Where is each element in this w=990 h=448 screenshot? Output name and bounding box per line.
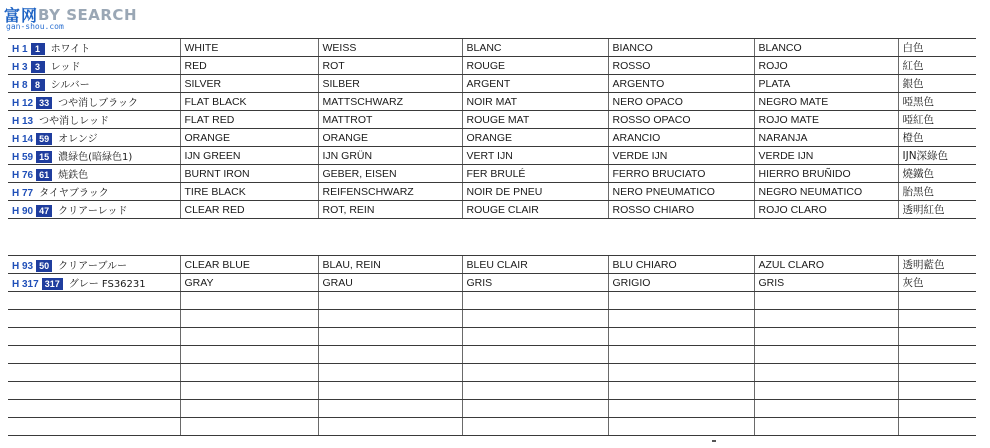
table-gap [8, 219, 976, 255]
japanese-name: レッド [50, 61, 81, 73]
name-cn: 橙色 [898, 129, 976, 147]
name-cn: 灰色 [898, 274, 976, 292]
empty-cell [8, 400, 180, 418]
name-fr: ROUGE MAT [462, 111, 608, 129]
name-fr: ORANGE [462, 129, 608, 147]
empty-cell [754, 382, 898, 400]
paint-chart-sheet [8, 38, 976, 436]
empty-cell [318, 418, 462, 436]
empty-cell [898, 418, 976, 436]
name-it: GRIGIO [608, 274, 754, 292]
empty-cell [180, 364, 318, 382]
name-es: HIERRO BRUÑIDO [754, 165, 898, 183]
empty-cell [318, 364, 462, 382]
paint-code-cell [8, 93, 180, 111]
empty-cell [180, 292, 318, 310]
empty-cell [898, 292, 976, 310]
japanese-name: グレー FS36231 [68, 278, 146, 290]
empty-cell [8, 328, 180, 346]
name-en: CLEAR BLUE [180, 256, 318, 274]
page-mark [712, 440, 716, 442]
name-es: GRIS [754, 274, 898, 292]
japanese-name: ホワイト [50, 43, 91, 55]
empty-cell [754, 364, 898, 382]
name-fr: VERT IJN [462, 147, 608, 165]
name-it: VERDE IJN [608, 147, 754, 165]
paint-code-cell [8, 57, 180, 75]
h-code: H 12 [12, 97, 34, 109]
empty-cell [8, 310, 180, 328]
empty-cell [898, 310, 976, 328]
name-cn: 白色 [898, 39, 976, 57]
name-de: IJN GRÜN [318, 147, 462, 165]
empty-cell [898, 400, 976, 418]
h-code: H 8 [12, 79, 28, 91]
name-cn: 紅色 [898, 57, 976, 75]
watermark-url: gan-shou.com [6, 22, 64, 31]
empty-cell [180, 382, 318, 400]
japanese-name: オレンジ [58, 133, 98, 145]
empty-cell [8, 382, 180, 400]
name-fr: NOIR DE PNEU [462, 183, 608, 201]
empty-cell [608, 310, 754, 328]
empty-cell [318, 328, 462, 346]
japanese-name: クリアーレッド [58, 205, 128, 217]
empty-cell [318, 310, 462, 328]
empty-row [8, 364, 976, 382]
name-cn: 透明紅色 [898, 201, 976, 219]
empty-cell [754, 400, 898, 418]
name-fr: ARGENT [462, 75, 608, 93]
h-code: H 77 [12, 188, 34, 199]
name-es: BLANCO [754, 39, 898, 57]
name-en: SILVER [180, 75, 318, 93]
name-de: SILBER [318, 75, 462, 93]
table-row [8, 147, 976, 165]
japanese-name: シルバー [50, 79, 90, 91]
name-es: PLATA [754, 75, 898, 93]
name-de: WEISS [318, 39, 462, 57]
name-en: BURNT IRON [180, 165, 318, 183]
empty-cell [608, 292, 754, 310]
empty-cell [180, 346, 318, 364]
empty-cell [754, 328, 898, 346]
name-it: FERRO BRUCIATO [608, 165, 754, 183]
name-fr: ROUGE CLAIR [462, 201, 608, 219]
empty-cell [8, 364, 180, 382]
badge-code: 33 [36, 97, 52, 109]
empty-row [8, 382, 976, 400]
paint-code-cell [8, 201, 180, 219]
empty-cell [754, 310, 898, 328]
table-row [8, 93, 976, 111]
paint-code-cell [8, 75, 180, 93]
empty-cell [8, 418, 180, 436]
name-en: TIRE BLACK [180, 183, 318, 201]
name-de: ROT [318, 57, 462, 75]
empty-cell [462, 382, 608, 400]
empty-cell [608, 328, 754, 346]
name-de: MATTROT [318, 111, 462, 129]
h-code: H 93 [12, 260, 34, 272]
name-it: ROSSO OPACO [608, 111, 754, 129]
name-de: ROT, REIN [318, 201, 462, 219]
name-cn: 銀色 [898, 75, 976, 93]
empty-cell [898, 364, 976, 382]
empty-cell [754, 418, 898, 436]
japanese-name: タイヤブラック [39, 188, 109, 199]
paint-code-cell [8, 274, 180, 292]
table-row [8, 75, 976, 93]
empty-cell [754, 346, 898, 364]
h-code: H 317 [12, 278, 39, 290]
name-it: ROSSO [608, 57, 754, 75]
name-fr: NOIR MAT [462, 93, 608, 111]
badge-code: 47 [36, 205, 52, 217]
badge-code: 1 [31, 43, 45, 55]
name-es: ROJO CLARO [754, 201, 898, 219]
japanese-name: 濃緑色(暗緑色1) [58, 151, 133, 163]
paint-code-cell [8, 165, 180, 183]
empty-cell [180, 400, 318, 418]
name-fr: GRIS [462, 274, 608, 292]
name-it: NERO OPACO [608, 93, 754, 111]
name-cn: 透明藍色 [898, 256, 976, 274]
empty-cell [608, 382, 754, 400]
badge-code: 8 [31, 79, 45, 91]
name-cn: 啞黑色 [898, 93, 976, 111]
name-fr: ROUGE [462, 57, 608, 75]
badge-code: 61 [36, 169, 52, 181]
empty-cell [462, 364, 608, 382]
name-en: RED [180, 57, 318, 75]
empty-cell [180, 328, 318, 346]
empty-cell [180, 418, 318, 436]
name-it: ROSSO CHIARO [608, 201, 754, 219]
name-en: CLEAR RED [180, 201, 318, 219]
paint-code-cell [8, 39, 180, 57]
name-es: NARANJA [754, 129, 898, 147]
empty-cell [462, 418, 608, 436]
name-cn: 啞紅色 [898, 111, 976, 129]
badge-code: 317 [42, 278, 63, 290]
badge-code: 59 [36, 133, 52, 145]
name-en: WHITE [180, 39, 318, 57]
empty-cell [318, 382, 462, 400]
empty-cell [608, 346, 754, 364]
empty-cell [898, 382, 976, 400]
name-es: VERDE IJN [754, 147, 898, 165]
name-fr: FER BRULÉ [462, 165, 608, 183]
empty-cell [462, 346, 608, 364]
empty-row [8, 292, 976, 310]
empty-row [8, 400, 976, 418]
name-de: BLAU, REIN [318, 256, 462, 274]
badge-code: 50 [36, 260, 52, 272]
empty-cell [462, 328, 608, 346]
empty-cell [318, 346, 462, 364]
name-es: NEGRO MATE [754, 93, 898, 111]
table-row [8, 183, 976, 201]
name-en: ORANGE [180, 129, 318, 147]
h-code: H 90 [12, 205, 34, 217]
paint-table-2 [8, 255, 976, 436]
empty-cell [180, 310, 318, 328]
watermark-logo-1: 富 [4, 6, 20, 25]
table-row [8, 111, 976, 129]
empty-cell [754, 292, 898, 310]
name-it: BIANCO [608, 39, 754, 57]
name-en: FLAT BLACK [180, 93, 318, 111]
empty-cell [8, 346, 180, 364]
name-fr: BLANC [462, 39, 608, 57]
name-en: FLAT RED [180, 111, 318, 129]
h-code: H 59 [12, 151, 34, 163]
watermark-logo-2: 网 [21, 6, 37, 25]
h-code: H 13 [12, 116, 34, 127]
empty-cell [318, 400, 462, 418]
name-es: ROJO [754, 57, 898, 75]
empty-cell [462, 400, 608, 418]
name-it: ARGENTO [608, 75, 754, 93]
name-fr: BLEU CLAIR [462, 256, 608, 274]
empty-row [8, 328, 976, 346]
paint-code-cell [8, 183, 180, 201]
table-row [8, 256, 976, 274]
table-row [8, 201, 976, 219]
empty-cell [608, 418, 754, 436]
japanese-name: つや消しブラック [58, 97, 138, 109]
empty-cell [462, 310, 608, 328]
japanese-name: クリアーブルー [58, 260, 127, 272]
badge-code: 15 [36, 151, 52, 163]
name-cn: 燒鐵色 [898, 165, 976, 183]
empty-cell [462, 292, 608, 310]
japanese-name: 焼鉄色 [58, 169, 89, 181]
name-de: REIFENSCHWARZ [318, 183, 462, 201]
name-en: GRAY [180, 274, 318, 292]
empty-cell [8, 292, 180, 310]
table-row [8, 39, 976, 57]
japanese-name: つや消しレッド [39, 116, 110, 127]
empty-cell [898, 346, 976, 364]
empty-cell [318, 292, 462, 310]
name-de: ORANGE [318, 129, 462, 147]
name-de: MATTSCHWARZ [318, 93, 462, 111]
name-en: IJN GREEN [180, 147, 318, 165]
name-es: ROJO MATE [754, 111, 898, 129]
name-es: NEGRO NEUMATICO [754, 183, 898, 201]
empty-row [8, 418, 976, 436]
empty-cell [608, 400, 754, 418]
empty-row [8, 310, 976, 328]
h-code: H 3 [12, 61, 28, 73]
badge-code: 3 [31, 61, 45, 73]
table-row [8, 274, 976, 292]
name-es: AZUL CLARO [754, 256, 898, 274]
name-cn: 胎黑色 [898, 183, 976, 201]
h-code: H 1 [12, 43, 28, 55]
name-de: GRAU [318, 274, 462, 292]
h-code: H 14 [12, 133, 34, 145]
table-row [8, 129, 976, 147]
watermark-text: BY SEARCH [38, 5, 137, 24]
empty-cell [898, 328, 976, 346]
paint-code-cell [8, 256, 180, 274]
paint-code-cell [8, 129, 180, 147]
name-cn: IJN深綠色 [898, 147, 976, 165]
empty-row [8, 346, 976, 364]
table-row [8, 165, 976, 183]
h-code: H 76 [12, 169, 34, 181]
name-it: NERO PNEUMATICO [608, 183, 754, 201]
paint-table-1 [8, 38, 976, 219]
empty-cell [608, 364, 754, 382]
paint-code-cell [8, 111, 180, 129]
paint-code-cell [8, 147, 180, 165]
table-row [8, 57, 976, 75]
name-it: ARANCIO [608, 129, 754, 147]
name-de: GEBER, EISEN [318, 165, 462, 183]
name-it: BLU CHIARO [608, 256, 754, 274]
